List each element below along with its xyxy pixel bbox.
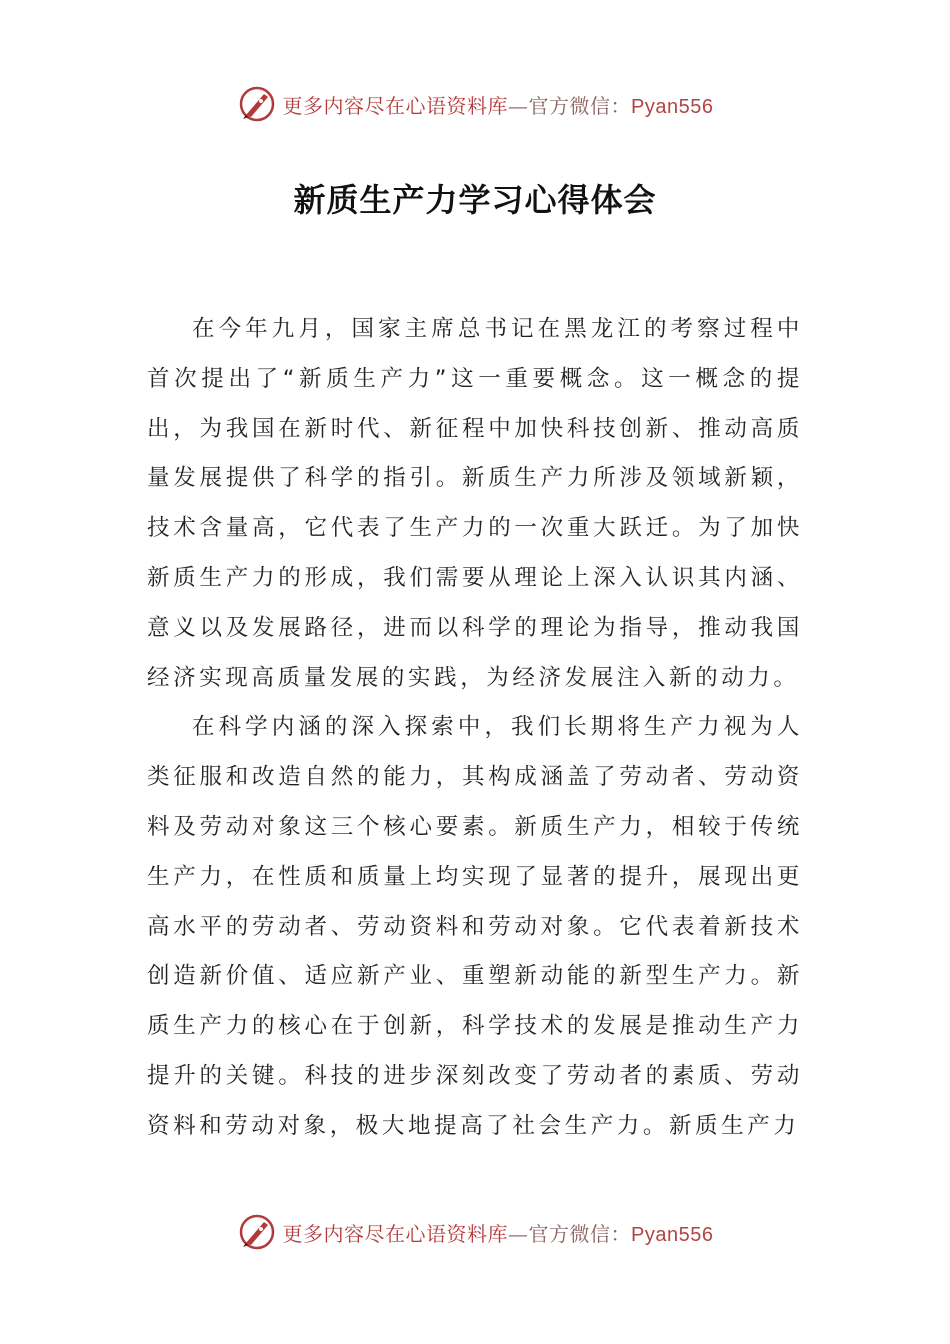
banner-text [283,1218,714,1247]
banner-text [283,90,714,119]
header-banner [0,84,950,124]
banner-wechat-label: 官方微信： [528,1221,632,1246]
banner-wechat-id: Pyan556 [631,1223,714,1246]
paragraph: 在科学内涵的深入探索中，我们长期将生产力视为人类征服和改造自然的能力，其构成涵盖了劳动者、劳动资料及劳动对象这三个核心要素。新质生产力，相较于传统生产力，在性质和质量上均实现了显著的提升，展现出更高水平的劳动者、劳动资料和劳动对象。它代表着新技术创造新价值、适应新产业、重塑新动能的新型生产力。新质生产力的核心在于创新，科学技术的发展是推动生产力提升的关键。科技的进步深刻改变了劳动者的素质、劳动资料和劳动对象，极大地提高了社会生产力。新质生产力 [147,714,803,1139]
document-title: 新质生产力学习心得体会 [293,181,657,219]
document-body [147,305,803,1152]
banner-wechat-id: Pyan556 [631,95,714,118]
pen-nib-logo-icon [237,1212,277,1252]
banner-main-text: 更多内容尽在心语资料库 [282,93,509,118]
pen-nib-logo-icon [237,84,277,124]
banner-dash: — [508,1221,529,1246]
banner-wechat-label: 官方微信： [528,93,632,118]
banner-dash: — [508,93,529,118]
banner-main-text: 更多内容尽在心语资料库 [282,1221,509,1246]
paragraph: 在今年九月，国家主席总书记在黑龙江的考察过程中首次提出了“新质生产力”这一重要概念。这一概念的提出，为我国在新时代、新征程中加快科技创新、推动高质量发展提供了科学的指引。新质生产力所涉及领域新颖，技术含量高，它代表了生产力的一次重大跃迁。为了加快新质生产力的形成，我们需要从理论上深入认识其内涵、意义以及发展路径，进而以科学的理论为指导，推动我国经济实现高质量发展的实践，为经济发展注入新的动力。 [147,316,803,691]
footer-banner [0,1212,950,1252]
